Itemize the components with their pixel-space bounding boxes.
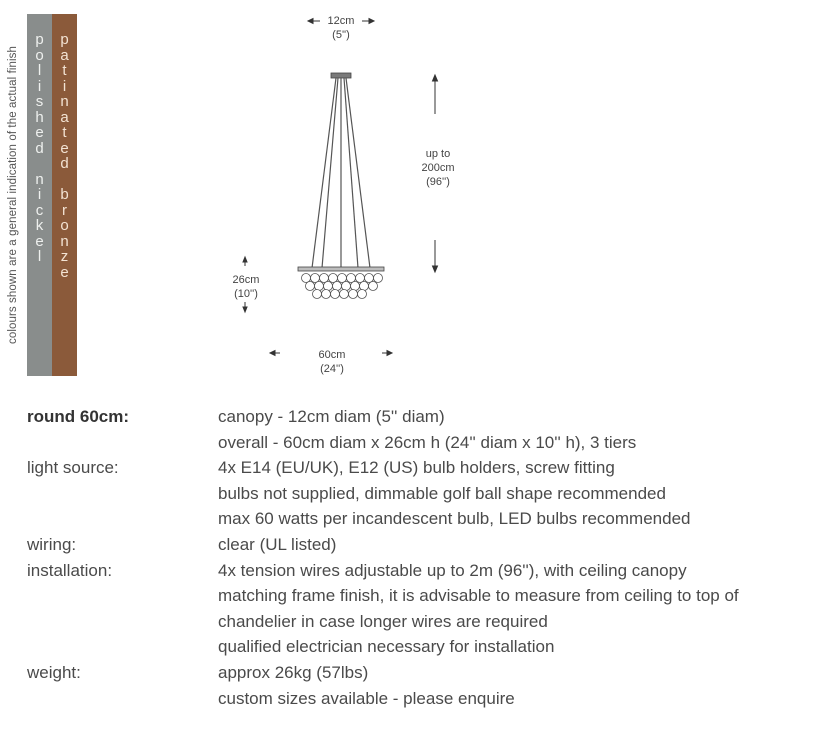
spec-value-line: chandelier in case longer wires are required xyxy=(218,611,548,631)
swatch-letter: p xyxy=(35,31,44,48)
swatch-letter: b xyxy=(60,186,69,203)
swatch-letter: i xyxy=(37,77,42,95)
swatch-letter: e xyxy=(35,124,44,141)
swatch-letter: d xyxy=(35,139,44,157)
swatch-letter: n xyxy=(60,232,69,250)
swatch-letter xyxy=(37,156,41,172)
crystal-balls xyxy=(302,274,383,299)
diameter-dimension xyxy=(310,348,354,376)
swatch-letter: e xyxy=(35,232,44,250)
swatch-letter: o xyxy=(35,46,44,64)
canopy-shape xyxy=(331,73,351,78)
spec-label: wiring: xyxy=(27,534,77,554)
chandelier-illustration xyxy=(200,0,500,390)
spec-label: light source: xyxy=(27,458,119,478)
spec-values xyxy=(218,404,813,455)
swatch-letter: n xyxy=(35,170,44,188)
swatch-letter: o xyxy=(60,217,69,234)
spec-label: installation: xyxy=(27,560,113,580)
swatch-letter: e xyxy=(60,139,69,157)
spec-value-line: overall - 60cm diam x 26cm h (24'' diam x 10'' h), 3 tiers xyxy=(218,432,637,452)
spec-value-line: 4x E14 (EU/UK), E12 (US) bulb holders, screw fitting xyxy=(218,458,615,478)
swatch-letter: r xyxy=(62,201,67,219)
swatch-letter: a xyxy=(60,46,69,64)
swatch-letter: s xyxy=(35,93,44,110)
spec-values xyxy=(218,532,813,558)
swatch-letter: p xyxy=(60,31,69,48)
spec-value-line: approx 26kg (57lbs) xyxy=(218,662,369,682)
swatch-letter: c xyxy=(35,201,44,219)
canopy-dimension xyxy=(320,14,362,42)
swatch-label-nickel xyxy=(27,32,52,265)
swatch-letter: k xyxy=(35,217,44,234)
canopy-imperial: (5'') xyxy=(332,29,350,41)
swatch-letter: l xyxy=(37,248,42,265)
drop-metric: 200cm xyxy=(421,162,455,174)
spec-label: round 60cm: xyxy=(27,407,130,426)
spec-row xyxy=(27,404,813,455)
spec-values xyxy=(218,558,813,660)
diameter-imperial: (24'') xyxy=(320,363,344,375)
spec-value-line: canopy - 12cm diam (5'' diam) xyxy=(218,407,445,426)
drop-dimension xyxy=(416,147,460,189)
spec-value-line: matching frame finish, it is advisable to measure from ceiling to top of xyxy=(218,586,739,606)
height-imperial: (10'') xyxy=(234,288,258,300)
swatch-letter: d xyxy=(60,155,69,172)
swatch-letter: t xyxy=(62,124,67,141)
drop-prefix: up to xyxy=(425,148,451,160)
finish-disclaimer xyxy=(4,14,22,376)
spec-value-line: clear (UL listed) xyxy=(218,534,337,554)
spec-row xyxy=(27,455,813,532)
swatch-letter: a xyxy=(60,108,69,126)
swatch-letter: n xyxy=(60,93,69,110)
frame-ring xyxy=(298,267,384,271)
swatch-letter: e xyxy=(60,263,69,281)
swatch-label-bronze xyxy=(52,32,77,280)
spec-label: weight: xyxy=(27,662,81,682)
spec-values xyxy=(218,660,813,711)
height-metric: 26cm xyxy=(232,274,260,286)
spec-row xyxy=(27,660,813,711)
disclaimer-text: colours shown are a general indication of the actual finish xyxy=(7,45,19,345)
height-dimension xyxy=(226,273,266,301)
spec-row xyxy=(27,558,813,660)
swatch-patinated-bronze xyxy=(52,14,77,376)
diameter-metric: 60cm xyxy=(318,349,346,361)
swatch-letter: i xyxy=(37,186,42,203)
chandelier-drawing xyxy=(200,0,500,390)
swatch-letter: h xyxy=(35,108,44,126)
swatch-letter: i xyxy=(62,77,67,95)
swatch-polished-nickel xyxy=(27,14,52,376)
spec-value-line: qualified electrician necessary for installation xyxy=(218,637,555,657)
swatch-letter: z xyxy=(60,248,69,265)
spec-value-line: bulbs not supplied, dimmable golf ball shape recommended xyxy=(218,483,666,503)
spec-value-line: 4x tension wires adjustable up to 2m (96''), with ceiling canopy xyxy=(218,560,687,580)
swatch-letter: l xyxy=(37,62,42,79)
drop-imperial: (96'') xyxy=(426,176,450,188)
spec-value-line: max 60 watts per incandescent bulb, LED bulbs recommended xyxy=(218,509,691,529)
spec-values xyxy=(218,455,813,532)
swatch-letter xyxy=(62,172,66,188)
spec-value-line: custom sizes available - please enquire xyxy=(218,688,515,708)
tension-wires xyxy=(312,78,370,268)
canopy-metric: 12cm xyxy=(327,15,355,27)
swatch-letter: t xyxy=(62,62,67,79)
spec-table xyxy=(27,404,813,711)
spec-row xyxy=(27,532,813,558)
